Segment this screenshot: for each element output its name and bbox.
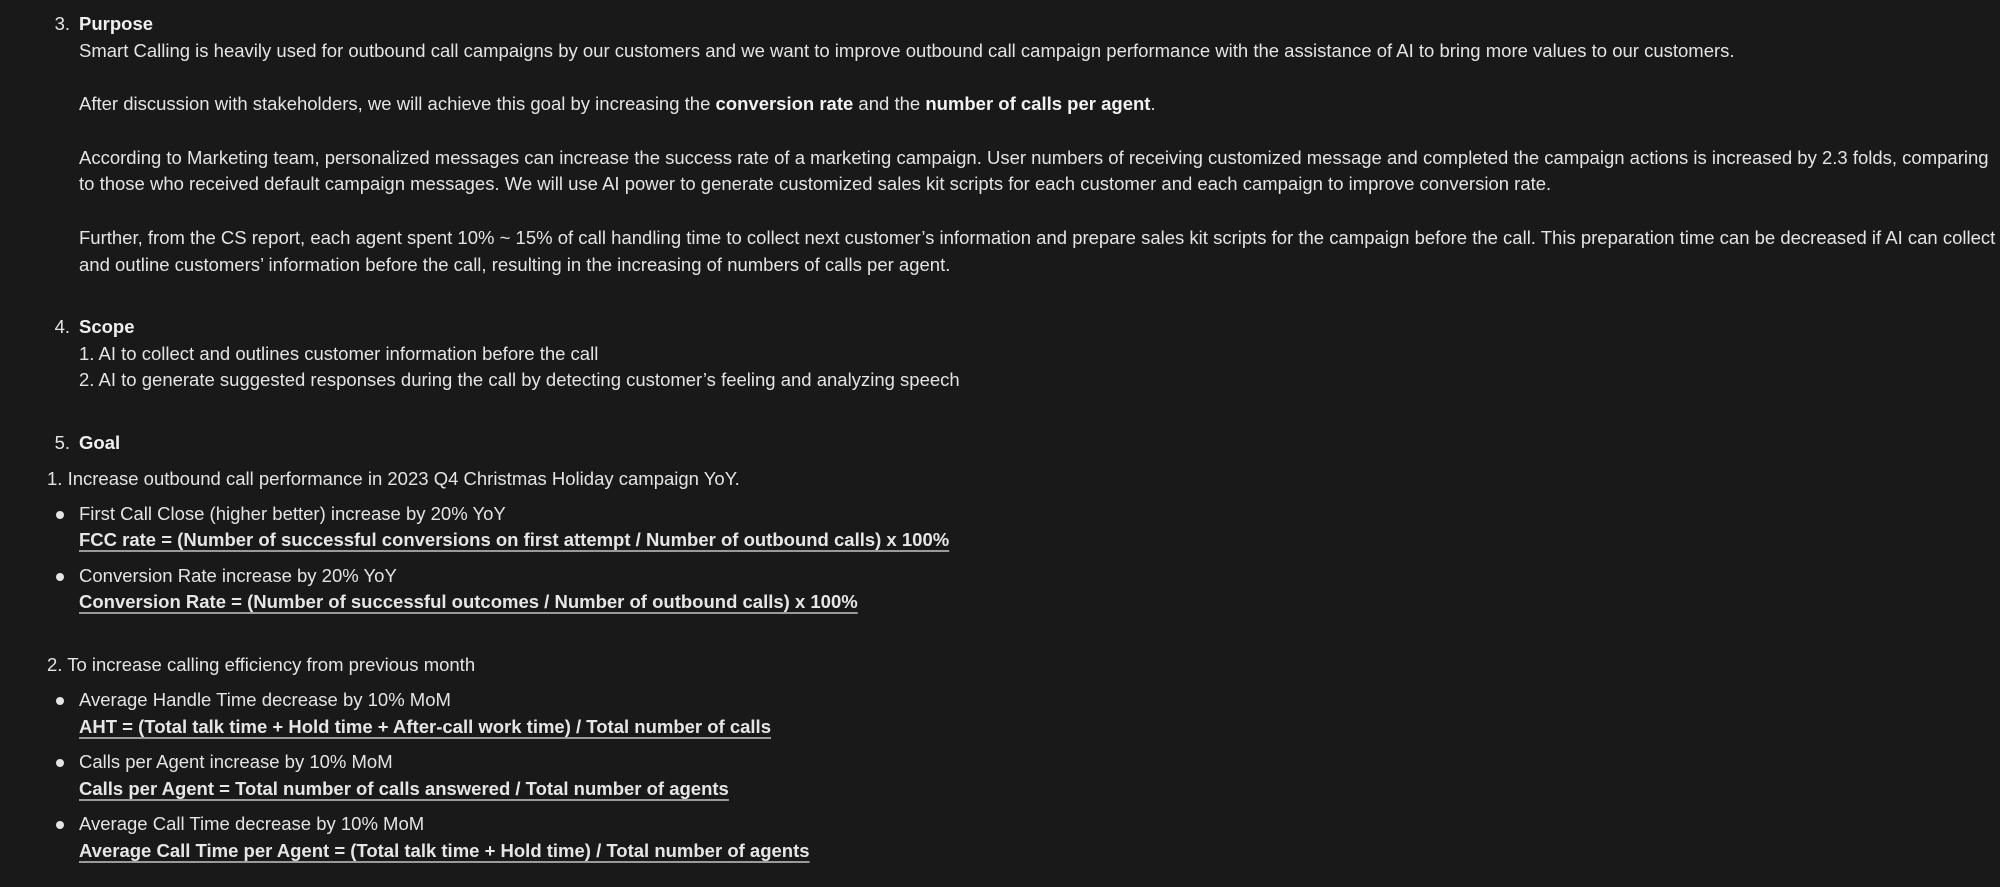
goal-1-title: 1. Increase outbound call performance in 2023 Q4 Christmas Holiday campaign YoY. [47, 468, 740, 489]
bullet-dot [56, 759, 64, 767]
scope-item: 1. AI to collect and outlines customer information before the call [79, 343, 599, 364]
goal-1-formula: FCC rate = (Number of successful conversions on first attempt / Number of outbound calls) x 100% [79, 529, 950, 550]
goal-1-formula: Conversion Rate = (Number of successful outcomes / Number of outbound calls) x 100% [79, 591, 858, 612]
section-number-purpose: 3. [54, 13, 70, 34]
p2-bold-calls-per-agent: number of calls per agent [925, 93, 1151, 114]
bullet-dot [56, 511, 64, 519]
section-heading-scope: Scope [79, 316, 135, 337]
p2-text-before: After discussion with stakeholders, we will achieve this goal by increasing the [79, 93, 716, 114]
p2-text-mid: and the [853, 93, 926, 114]
goal-2-bullet-text: Calls per Agent increase by 10% MoM [79, 751, 393, 772]
goal-2-bullet-text: Average Handle Time decrease by 10% MoM [79, 689, 451, 710]
bullet-dot [56, 821, 64, 829]
bullet-dot [56, 697, 64, 705]
p2-text-end: . [1150, 93, 1156, 114]
purpose-paragraph-3-line-2: to those who received default campaign messages. We will use AI power to generate customized sales kit scripts for each customer and each campaign to improve conversion rate. [79, 173, 1552, 194]
purpose-paragraph-2 [79, 91, 1979, 118]
goal-2-formula: Average Call Time per Agent = (Total talk time + Hold time) / Total number of agents [79, 840, 810, 861]
goal-2-formula: AHT = (Total talk time + Hold time + After-call work time) / Total number of calls [79, 716, 771, 737]
section-number-scope: 4. [54, 316, 70, 337]
p2-bold-conversion-rate: conversion rate [715, 93, 854, 114]
goal-2-title: 2. To increase calling efficiency from previous month [47, 654, 476, 675]
section-number-goal: 5. [54, 432, 70, 453]
goal-2-formula: Calls per Agent = Total number of calls answered / Total number of agents [79, 778, 729, 799]
purpose-paragraph-1: Smart Calling is heavily used for outbound call campaigns by our customers and we want to improve outbound call campaign performance with the assistance of AI to bring more values to our customers. [79, 40, 1735, 61]
purpose-paragraph-4-line-2: and outline customers’ information before the call, resulting in the increasing of numbers of calls per agent. [79, 254, 951, 275]
scope-item: 2. AI to generate suggested responses during the call by detecting customer’s feeling and analyzing speech [79, 369, 960, 390]
purpose-paragraph-3-line-1: According to Marketing team, personalized messages can increase the success rate of a marketing campaign. User numbers of receiving customized message and completed the campaign actions is increased by 2.3 folds, comparing [79, 147, 1989, 168]
bullet-dot [56, 573, 64, 581]
goal-1-bullet-text: Conversion Rate increase by 20% YoY [79, 565, 397, 586]
purpose-paragraph-4-line-1: Further, from the CS report, each agent spent 10% ~ 15% of call handling time to collect next customer’s information and prepare sales kit scripts for the campaign before the call. This preparation time can be decreased if AI can collect [79, 227, 1996, 248]
goal-1-bullet-text: First Call Close (higher better) increase by 20% YoY [79, 503, 506, 524]
section-heading-goal: Goal [79, 432, 121, 453]
section-heading-purpose: Purpose [79, 13, 154, 34]
goal-2-bullet-text: Average Call Time decrease by 10% MoM [79, 813, 425, 834]
